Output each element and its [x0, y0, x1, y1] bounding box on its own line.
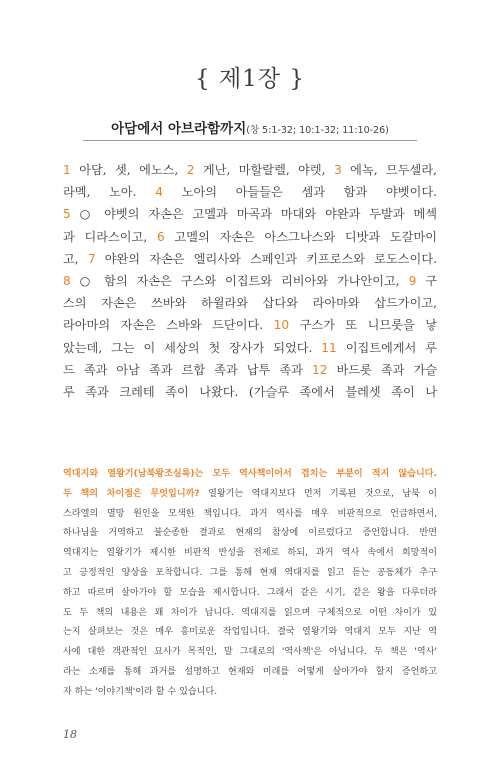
text-segment: 구스가 또 니므롯을 낳: [289, 318, 437, 333]
text-segment: 루 족과 크레테 족이 나왔다. (가슬루 족에서 블레셋 족이 나: [63, 385, 437, 400]
text-segment: 라아마의 자손은 스바와 드단이다.: [63, 318, 274, 333]
text-segment: 게난, 마할랄렐, 야렛,: [194, 163, 334, 177]
text-segment: 았는데, 그는 이 세상의 첫 장사가 되었다.: [63, 340, 322, 355]
scripture-reference: (창 5:1-32; 10:1-32; 11:10-26): [246, 125, 389, 136]
text-segment: 역대지는 열왕기가 제시한 비판적 반성을 전제로 하되, 과거 역사 속에서 희망적이: [63, 548, 437, 559]
commentary-line: [63, 544, 437, 564]
text-segment: 바드롯 족과 가슬: [327, 362, 437, 377]
scripture-line: [63, 337, 437, 359]
scripture-line: [63, 159, 437, 181]
commentary-line: [63, 465, 437, 485]
verse-number: 11: [321, 340, 337, 355]
text-segment: 사에 대한 객관적인 묘사가 목적인, 말 그대로의 '역사책'은 아닙니다. 두 책은 '역사': [63, 647, 437, 658]
page-number: 18: [63, 728, 77, 741]
commentary-line: [63, 683, 437, 703]
section-title: 아담에서 아브라함까지: [111, 121, 247, 137]
commentary-line: [63, 485, 437, 505]
commentary-line: [63, 524, 437, 544]
commentary-line: [63, 505, 437, 525]
text-segment: 노아의 아들들은 셈과 함과 야벳이다.: [163, 185, 437, 200]
verse-number: 12: [311, 362, 328, 377]
verse-number: 5: [63, 207, 71, 222]
text-segment: 열왕기는 역대지보다 먼저 기록된 것으로, 남북 이: [199, 488, 437, 499]
scripture-line: [63, 248, 437, 270]
commentary-question: 역대지와 열왕기(남북왕조실록)는 모두 역사책이어서 겹치는 부분이 적지 않습니다.: [63, 469, 437, 479]
text-segment: 는지 살펴보는 것은 매우 흥미로운 작업입니다. 결국 열왕기와 역대지 모두 지난 역: [63, 627, 437, 638]
commentary-line: [63, 604, 437, 624]
text-segment: 스의 자손은 쓰바와 하윌라와 삽다와 라아마와 삽드가이고,: [63, 296, 437, 311]
text-segment: 고 긍정적인 양상을 포착합니다. 그를 통해 현재 역대지를 읽고 듣는 공동체가 추구: [63, 567, 437, 578]
text-segment: 고,: [63, 251, 88, 266]
verse-number: 3: [333, 163, 342, 177]
text-segment: 드 족과 아남 족과 르합 족과 납투 족과: [63, 362, 312, 377]
text-segment: 과 디라스이고,: [63, 229, 157, 244]
commentary-note: [63, 465, 437, 703]
scripture-line: [63, 359, 437, 381]
scripture-line: [63, 181, 437, 203]
text-segment: 라는 소재를 통해 과거를 설명하고 현재와 미래를 어떻게 살아가야 할지 증언하고: [63, 666, 437, 677]
scripture-line: [63, 270, 437, 292]
verse-number: 8: [63, 274, 71, 289]
text-segment: 하고 따르며 살아가야 할 모습을 제시합니다. 그래서 같은 시기, 같은 왕을 다루더라: [63, 587, 437, 598]
verse-number: 1: [63, 163, 71, 177]
scripture-line: [63, 381, 437, 403]
text-segment: 자 하는 '이야기책'이라 할 수 있습니다.: [63, 686, 218, 697]
scripture-line: [63, 203, 437, 225]
commentary-line: [63, 564, 437, 584]
text-segment: 스라엘의 멸망 원인을 모색한 책입니다. 과거 역사를 매우 비판적으로 언급하면서,: [63, 508, 437, 519]
commentary-question: 두 책의 차이점은 무엇입니까?: [63, 488, 200, 499]
title-underline: [83, 140, 417, 141]
section-title-row: [0, 117, 500, 137]
scripture-body: [63, 159, 437, 403]
commentary-line: [63, 623, 437, 643]
verse-number: 4: [155, 185, 164, 200]
commentary-line: [63, 643, 437, 663]
text-segment: 고멜의 자손은 아스그나스와 디밧과 도갈마이: [164, 229, 437, 244]
verse-number: 7: [87, 251, 96, 266]
scripture-line: [63, 226, 437, 248]
verse-number: 9: [408, 274, 417, 289]
text-segment: 구: [416, 274, 437, 289]
text-segment: 야완의 자손은 엘리사와 스페인과 키프로스와 로도스이다.: [95, 251, 437, 266]
chapter-heading: { 제1장 }: [195, 66, 305, 92]
text-segment: 도 두 책의 내용은 꽤 차이가 납니다. 역대지를 읽으며 구체적으로 어떤 차이가 있: [63, 607, 437, 618]
text-segment: 이집트에게서 루: [336, 340, 437, 355]
text-segment: ○ 함의 자손은 구스와 이집트와 리비아와 가나안이고,: [70, 274, 409, 289]
text-segment: 아담, 셋, 에노스,: [70, 163, 187, 177]
commentary-line: [63, 663, 437, 683]
verse-number: 6: [156, 229, 165, 244]
verse-number: 2: [186, 163, 195, 177]
scripture-line: [63, 292, 437, 314]
commentary-line: [63, 584, 437, 604]
scripture-line: [63, 314, 437, 336]
verse-number: 10: [273, 318, 290, 333]
text-segment: ○ 야벳의 자손은 고멜과 마곡과 마대와 야완과 두발과 메섹: [70, 207, 437, 222]
text-segment: 에녹, 므두셀라,: [341, 163, 437, 177]
text-segment: 라멕, 노아.: [63, 185, 156, 200]
text-segment: 하나님을 거역하고 불순종한 결과로 현재의 참상에 이르렀다고 증언합니다. 반면: [63, 528, 437, 539]
